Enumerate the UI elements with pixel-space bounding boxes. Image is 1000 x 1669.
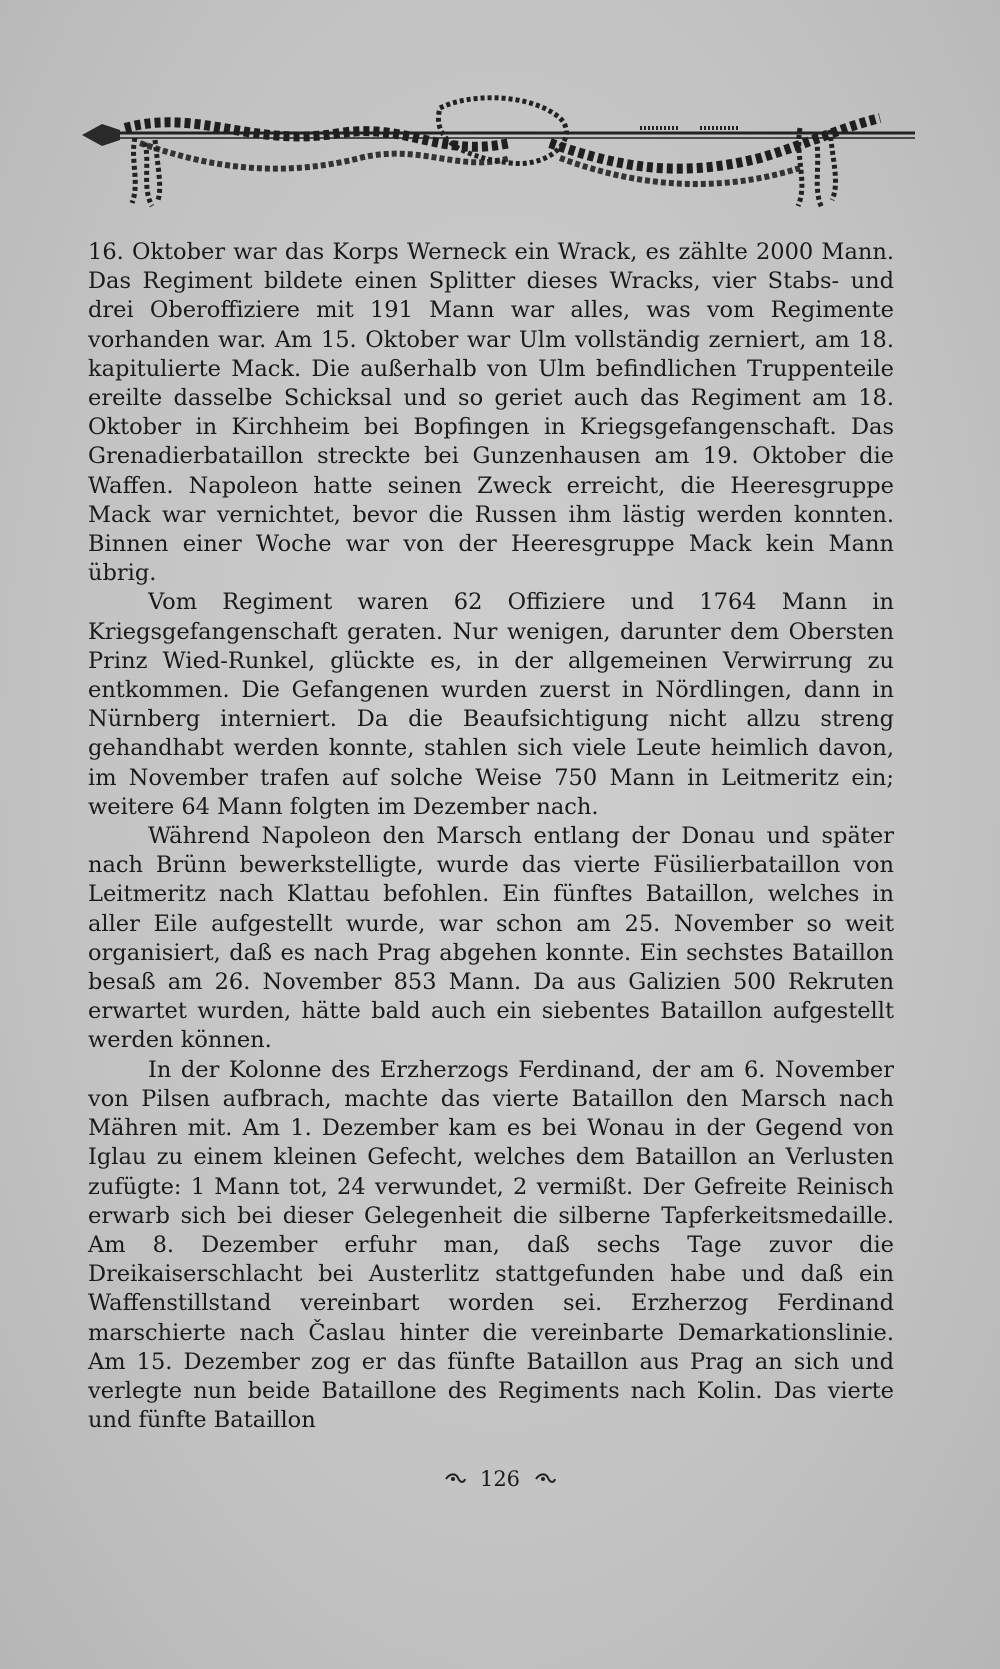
paragraph: Vom Regiment waren 62 Offiziere und 1764 Mann in Kriegsgefangenschaft geraten. Nur wenigen, darunter dem Obersten Prinz Wied-Runkel, glückte es, in der allgemeinen Verwirrung zu entkommen. Die Gefangenen wurden zuerst in Nördlingen, dann in Nürnberg interniert. Da die Beaufsichtigung nicht allzu streng gehandhabt werden konnte, stahlen sich viele Leute heimlich davon, im November trafen auf solche Weise 750 Mann in Leitmeritz ein; weitere 64 Mann folgten im Dezember nach. [88, 589, 894, 820]
ornament-right-icon [534, 1472, 556, 1486]
paragraph: 16. Oktober war das Korps Werneck ein Wrack, es zählte 2000 Mann. Das Regiment bildete einen Splitter dieses Wracks, vier Stabs- und drei Oberoffiziere mit 191 Mann war alles, was vom Regimente vorhanden war. Am 15. Oktober war Ulm vollständig zerniert, am 18. kapitulierte Mack. Die außerhalb von Ulm befindlichen Truppenteile ereilte dasselbe Schicksal und so geriet auch das Regiment am 18. Oktober in Kirchheim bei Bopfingen in Kriegsgefangenschaft. Das Grenadierbataillon streckte bei Gunzenhausen am 19. Oktober die Waffen. Napoleon hatte seinen Zweck erreicht, die Heeresgruppe Mack war vernichtet, bevor die Russen ihm lästig werden konnten. Binnen einer Woche war von der Heeresgruppe Mack kein Mann übrig. [88, 239, 894, 587]
decorative-garland-ornament [80, 88, 920, 218]
page-footer [0, 1467, 1000, 1491]
body-text [88, 238, 894, 1435]
paragraph: Während Napoleon den Marsch entlang der Donau und später nach Brünn bewerkstelligte, wurde das vierte Füsilierbataillon von Leitmeritz nach Klattau befohlen. Ein fünftes Bataillon, welches in aller Eile aufgestellt wurde, war schon am 25. November so weit organisiert, daß es nach Prag abgehen konnte. Ein sechstes Bataillon besaß am 26. November 853 Mann. Da aus Galizien 500 Rekruten erwartet wurden, hätte bald auch ein siebentes Bataillon aufgestellt werden können. [88, 823, 894, 1054]
paragraph: In der Kolonne des Erzherzogs Ferdinand, der am 6. November von Pilsen aufbrach, machte das vierte Bataillon den Marsch nach Mähren mit. Am 1. Dezember kam es bei Wonau in der Gegend von Iglau zu einem kleinen Gefecht, welches dem Bataillon an Verlusten zufügte: 1 Mann tot, 24 verwundet, 2 vermißt. Der Gefreite Reinisch erwarb sich bei dieser Gelegenheit die silberne Tapferkeitsmedaille. Am 8. Dezember erfuhr man, daß sechs Tage zuvor die Dreikaiserschlacht bei Austerlitz stattgefunden habe und daß ein Waffenstillstand vereinbart worden sei. Erzherzog Ferdinand marschierte nach Časlau hinter die vereinbarte Demarkationslinie. Am 15. Dezember zog er das fünfte Bataillon aus Prag an sich und verlegte nun beide Bataillone des Regiments nach Kolin. Das vierte und fünfte Bataillon [88, 1056, 894, 1434]
page-number: 126 [479, 1467, 521, 1491]
ornament-left-icon [444, 1472, 466, 1486]
